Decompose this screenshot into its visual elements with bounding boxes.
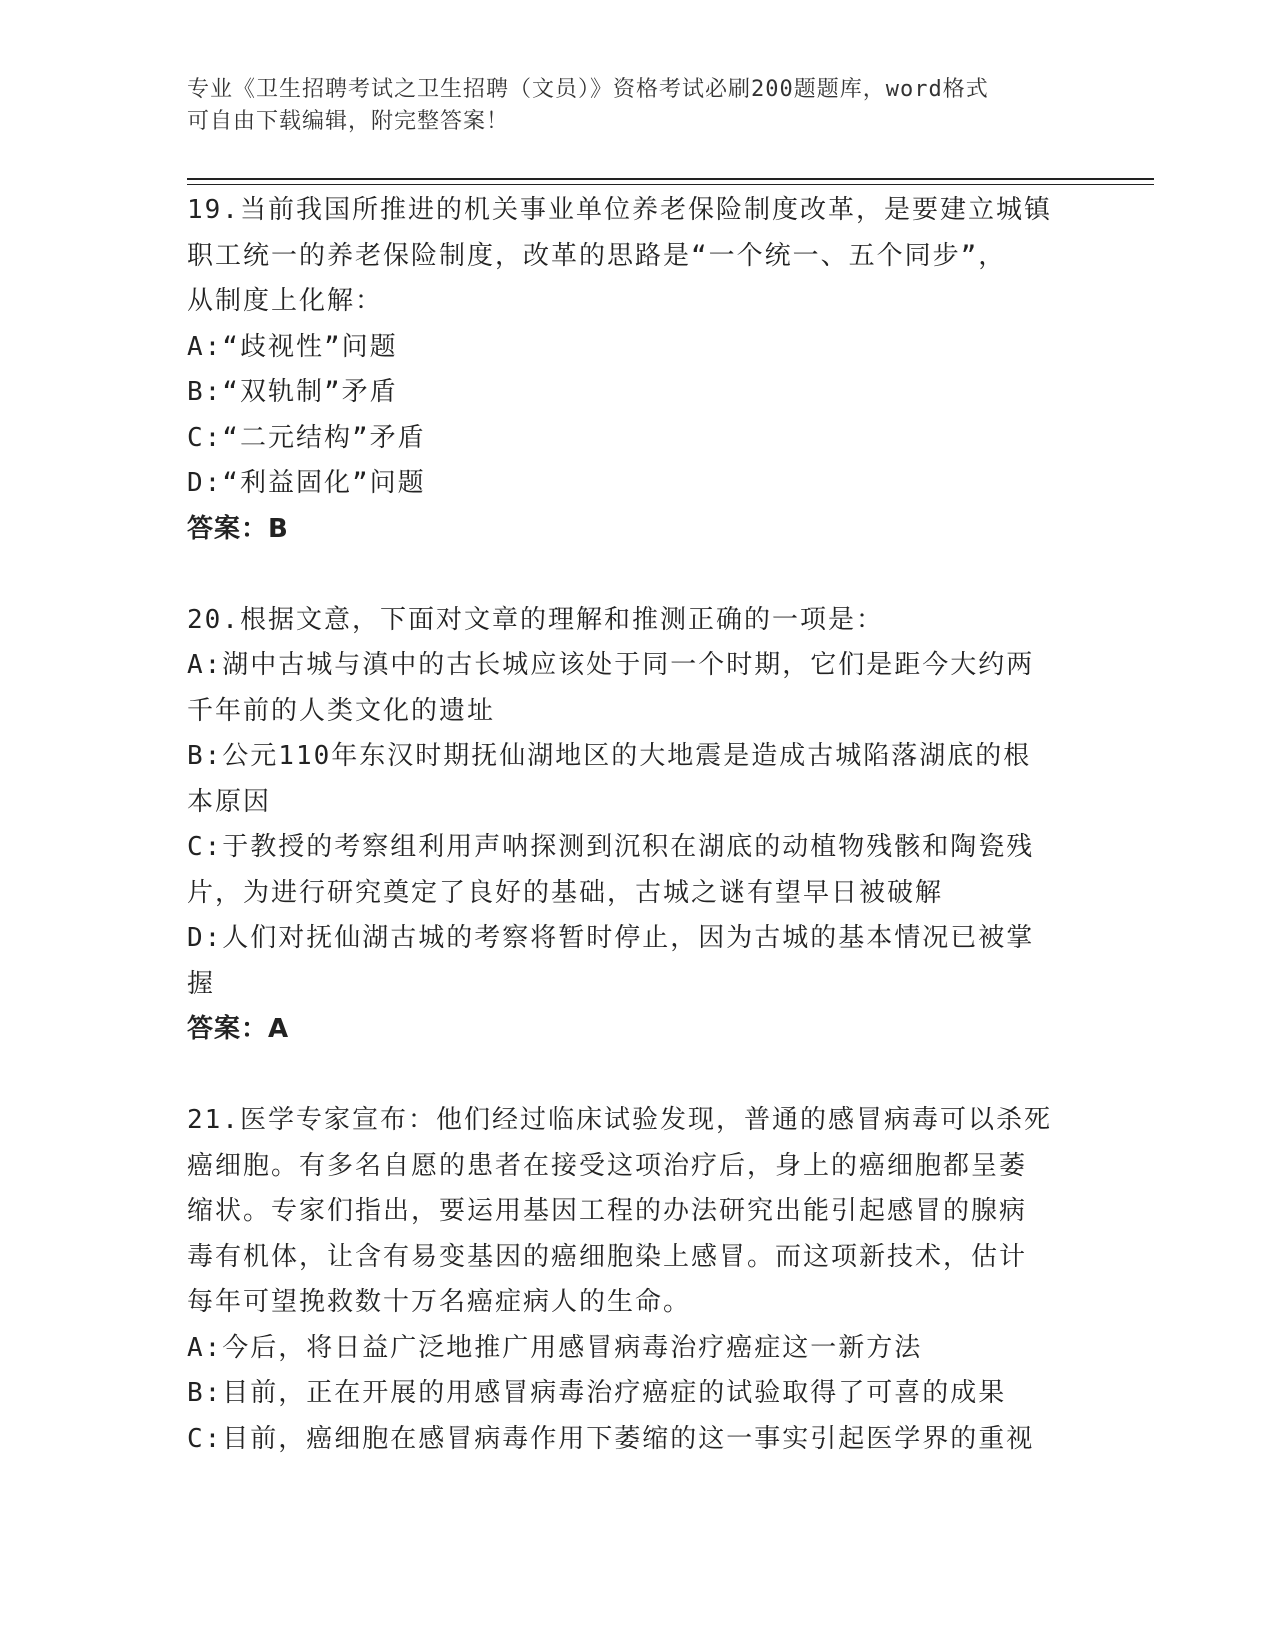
option-b: B:目前，正在开展的用感冒病毒治疗癌症的试验取得了可喜的成果 (187, 1378, 1007, 1408)
option-d: D:人们对抚仙湖古城的考察将暂时停止，因为古城的基本情况已被掌 (187, 923, 1035, 953)
header-divider-thin (187, 184, 1154, 185)
option-c: C:于教授的考察组利用声呐探测到沉积在湖底的动植物残骸和陶瓷残 (187, 832, 1035, 862)
question-stem-line: 癌细胞。有多名自愿的患者在接受这项治疗后，身上的癌细胞都呈萎 (187, 1150, 1028, 1181)
answer-label: 答案：B (187, 513, 289, 544)
option-a: A:“歧视性”问题 (187, 331, 398, 362)
option-c: C:目前，癌细胞在感冒病毒作用下萎缩的这一事实引起医学界的重视 (187, 1423, 1035, 1454)
option-d: D:“利益固化”问题 (187, 468, 426, 498)
question-stem-line: 毒有机体，让含有易变基因的癌细胞染上感冒。而这项新技术，估计 (187, 1241, 1028, 1272)
option-a: A:今后，将日益广泛地推广用感冒病毒治疗癌症这一新方法 (187, 1332, 923, 1363)
question-spacer (187, 1053, 1087, 1099)
document-header (187, 74, 1087, 138)
option-c: C:“二元结构”矛盾 (187, 422, 426, 453)
option-b: B:公元110年东汉时期抚仙湖地区的大地震是造成古城陷落湖底的根 (187, 741, 1032, 771)
option-a: A:湖中古城与滇中的古长城应该处于同一个时期，它们是距今大约两 (187, 650, 1035, 680)
question-stem-line: 职工统一的养老保险制度，改革的思路是“一个统一、五个同步”， (187, 240, 1007, 271)
question-19 (187, 188, 1087, 552)
option-c-continuation: 片，为进行研究奠定了良好的基础，古城之谜有望早日被破解 (187, 877, 944, 908)
question-20 (187, 598, 1087, 1053)
question-21 (187, 1098, 1087, 1462)
question-stem-line: 20.根据文意，下面对文章的理解和推测正确的一项是： (187, 604, 884, 635)
option-b: B:“双轨制”矛盾 (187, 377, 398, 407)
answer-label: 答案：A (187, 1014, 290, 1044)
header-divider-thick (187, 178, 1154, 180)
question-spacer (187, 552, 1087, 598)
question-stem-line: 21.医学专家宣布：他们经过临床试验发现，普通的感冒病毒可以杀死 (187, 1105, 1052, 1135)
question-stem-line: 从制度上化解： (187, 286, 384, 316)
option-b-continuation: 本原因 (187, 786, 272, 817)
header-line-2: 可自由下载编辑，附完整答案！ (187, 109, 510, 134)
question-stem-line: 19.当前我国所推进的机关事业单位养老保险制度改革，是要建立城镇 (187, 195, 1052, 225)
question-list (187, 188, 1087, 1462)
option-a-continuation: 千年前的人类文化的遗址 (187, 695, 496, 726)
option-d-continuation: 握 (187, 968, 216, 999)
question-stem-line: 每年可望挽救数十万名癌症病人的生命。 (187, 1287, 692, 1317)
question-stem-line: 缩状。专家们指出，要运用基因工程的办法研究出能引起感冒的腺病 (187, 1196, 1028, 1226)
header-line-1: 专业《卫生招聘考试之卫生招聘（文员）》资格考试必刷200题题库，word格式 (187, 77, 989, 102)
